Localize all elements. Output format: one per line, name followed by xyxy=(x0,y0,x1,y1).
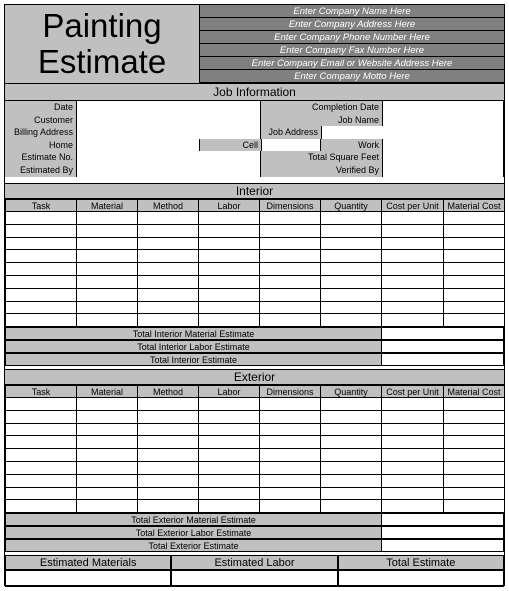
table-cell[interactable] xyxy=(260,288,321,301)
summary-header-row xyxy=(5,555,504,570)
table-cell[interactable] xyxy=(138,398,199,411)
company-motto[interactable]: Enter Company Motto Here xyxy=(200,70,504,82)
table-cell[interactable] xyxy=(444,275,505,288)
table-cell[interactable] xyxy=(199,224,260,237)
table-cell[interactable] xyxy=(444,263,505,276)
completion-date-label: Completion Date xyxy=(261,101,382,114)
table-cell[interactable] xyxy=(138,449,199,462)
exterior-table xyxy=(5,385,505,513)
table-cell[interactable] xyxy=(138,275,199,288)
table-row xyxy=(6,461,505,474)
col-method: Method xyxy=(138,200,199,212)
table-cell[interactable] xyxy=(260,436,321,449)
total-exterior-material-field[interactable] xyxy=(382,513,504,526)
summary-value-row xyxy=(5,570,504,587)
table-cell[interactable] xyxy=(444,436,505,449)
job-name-label: Job Name xyxy=(261,114,382,127)
table-cell[interactable] xyxy=(444,500,505,513)
table-cell[interactable] xyxy=(199,314,260,327)
table-cell[interactable] xyxy=(382,250,444,263)
table-row xyxy=(6,398,505,411)
customer-field[interactable] xyxy=(76,114,261,127)
table-cell[interactable] xyxy=(199,288,260,301)
home-phone-field[interactable] xyxy=(76,139,200,152)
title-line-2: Estimate xyxy=(37,43,167,80)
table-cell[interactable] xyxy=(6,224,77,237)
table-cell[interactable] xyxy=(260,275,321,288)
table-cell[interactable] xyxy=(77,301,138,314)
estimated-labor-field[interactable] xyxy=(171,570,337,587)
estimate-no-label: Estimate No. xyxy=(5,151,76,164)
total-exterior-labor-field[interactable] xyxy=(382,526,504,539)
table-row xyxy=(6,263,505,276)
table-cell[interactable] xyxy=(138,301,199,314)
table-cell[interactable] xyxy=(382,224,444,237)
table-cell[interactable] xyxy=(199,436,260,449)
table-cell[interactable] xyxy=(382,263,444,276)
table-cell[interactable] xyxy=(444,237,505,250)
header xyxy=(5,5,504,83)
work-phone-field[interactable] xyxy=(382,139,504,152)
table-cell[interactable] xyxy=(382,487,444,500)
table-cell[interactable] xyxy=(321,398,382,411)
table-cell[interactable] xyxy=(138,250,199,263)
table-cell[interactable] xyxy=(260,224,321,237)
interior-table xyxy=(5,199,505,327)
table-cell[interactable] xyxy=(444,224,505,237)
interior-title: Interior xyxy=(5,183,504,199)
table-cell[interactable] xyxy=(444,212,505,225)
company-name[interactable]: Enter Company Name Here xyxy=(200,5,504,18)
table-cell[interactable] xyxy=(77,398,138,411)
interior-total-row xyxy=(5,327,504,340)
table-cell[interactable] xyxy=(260,461,321,474)
table-cell[interactable] xyxy=(321,436,382,449)
table-cell[interactable] xyxy=(77,288,138,301)
table-cell[interactable] xyxy=(138,288,199,301)
table-cell[interactable] xyxy=(260,212,321,225)
cell-phone-field[interactable] xyxy=(261,139,321,152)
table-cell[interactable] xyxy=(382,474,444,487)
table-cell[interactable] xyxy=(444,301,505,314)
table-cell[interactable] xyxy=(6,500,77,513)
table-cell[interactable] xyxy=(199,398,260,411)
estimated-by-label: Estimated By xyxy=(5,164,76,177)
col-material: Material xyxy=(77,386,138,398)
total-exterior-material-label: Total Exterior Material Estimate xyxy=(5,513,382,526)
completion-date-field[interactable] xyxy=(382,101,504,114)
col-material: Material xyxy=(77,200,138,212)
table-cell[interactable] xyxy=(77,224,138,237)
document-title xyxy=(5,5,200,83)
table-cell[interactable] xyxy=(444,487,505,500)
estimated-materials-field[interactable] xyxy=(5,570,171,587)
estimated-by-field[interactable] xyxy=(76,164,261,177)
table-cell[interactable] xyxy=(6,487,77,500)
table-cell[interactable] xyxy=(382,237,444,250)
table-cell[interactable] xyxy=(382,410,444,423)
table-cell[interactable] xyxy=(382,500,444,513)
table-cell[interactable] xyxy=(321,449,382,462)
table-cell[interactable] xyxy=(6,263,77,276)
table-row xyxy=(6,212,505,225)
table-row xyxy=(6,250,505,263)
table-cell[interactable] xyxy=(138,423,199,436)
table-cell[interactable] xyxy=(6,301,77,314)
company-phone[interactable]: Enter Company Phone Number Here xyxy=(200,31,504,44)
table-cell[interactable] xyxy=(321,301,382,314)
table-cell[interactable] xyxy=(444,250,505,263)
col-dimensions: Dimensions xyxy=(260,200,321,212)
table-row xyxy=(6,449,505,462)
table-cell[interactable] xyxy=(444,423,505,436)
table-cell[interactable] xyxy=(138,224,199,237)
job-row xyxy=(5,126,504,139)
table-cell[interactable] xyxy=(6,461,77,474)
table-cell[interactable] xyxy=(444,288,505,301)
table-cell[interactable] xyxy=(382,288,444,301)
cell-label: Cell xyxy=(200,139,261,152)
table-cell[interactable] xyxy=(6,449,77,462)
table-cell[interactable] xyxy=(6,398,77,411)
table-row xyxy=(6,423,505,436)
table-cell[interactable] xyxy=(77,250,138,263)
total-estimate-label: Total Estimate xyxy=(338,555,504,570)
table-row xyxy=(6,237,505,250)
table-cell[interactable] xyxy=(6,410,77,423)
company-address[interactable]: Enter Company Address Here xyxy=(200,18,504,31)
col-cost-per-unit: Cost per Unit xyxy=(382,200,444,212)
col-material-cost: Material Cost xyxy=(444,386,505,398)
table-cell[interactable] xyxy=(77,263,138,276)
job-row xyxy=(5,114,504,127)
customer-label: Customer xyxy=(5,114,76,127)
exterior-title: Exterior xyxy=(5,369,504,385)
home-label: Home xyxy=(5,139,76,152)
table-cell[interactable] xyxy=(260,250,321,263)
exterior-header-row xyxy=(6,386,505,398)
total-exterior-estimate-field[interactable] xyxy=(382,539,504,552)
job-row xyxy=(5,101,504,114)
table-cell[interactable] xyxy=(382,212,444,225)
company-email[interactable]: Enter Company Email or Website Address Here xyxy=(200,57,504,70)
job-address-field[interactable] xyxy=(321,126,504,139)
table-row xyxy=(6,410,505,423)
table-cell[interactable] xyxy=(6,474,77,487)
table-row xyxy=(6,288,505,301)
table-cell[interactable] xyxy=(199,237,260,250)
col-cost-per-unit: Cost per Unit xyxy=(382,386,444,398)
table-cell[interactable] xyxy=(199,212,260,225)
table-row xyxy=(6,314,505,327)
col-labor: Labor xyxy=(199,200,260,212)
col-material-cost: Material Cost xyxy=(444,200,505,212)
table-cell[interactable] xyxy=(260,449,321,462)
table-row xyxy=(6,275,505,288)
table-cell[interactable] xyxy=(77,461,138,474)
table-cell[interactable] xyxy=(321,224,382,237)
table-cell[interactable] xyxy=(199,500,260,513)
table-cell[interactable] xyxy=(77,487,138,500)
date-field[interactable] xyxy=(76,101,261,114)
table-cell[interactable] xyxy=(199,423,260,436)
work-label: Work xyxy=(321,139,382,152)
company-info xyxy=(200,5,504,82)
table-cell[interactable] xyxy=(199,263,260,276)
estimated-materials-label: Estimated Materials xyxy=(5,555,171,570)
table-cell[interactable] xyxy=(321,288,382,301)
table-cell[interactable] xyxy=(382,301,444,314)
total-interior-labor-field[interactable] xyxy=(382,340,504,353)
interior-header-row xyxy=(6,200,505,212)
table-cell[interactable] xyxy=(6,314,77,327)
table-cell[interactable] xyxy=(321,250,382,263)
total-interior-labor-label: Total Interior Labor Estimate xyxy=(5,340,382,353)
table-cell[interactable] xyxy=(321,237,382,250)
table-row xyxy=(6,224,505,237)
table-cell[interactable] xyxy=(77,212,138,225)
estimate-sheet xyxy=(4,4,505,586)
col-task: Task xyxy=(6,386,77,398)
col-labor: Labor xyxy=(199,386,260,398)
table-cell[interactable] xyxy=(444,474,505,487)
table-cell[interactable] xyxy=(77,449,138,462)
total-interior-estimate-field[interactable] xyxy=(382,353,504,366)
table-cell[interactable] xyxy=(260,263,321,276)
table-cell[interactable] xyxy=(444,314,505,327)
table-cell[interactable] xyxy=(321,212,382,225)
table-cell[interactable] xyxy=(260,301,321,314)
table-cell[interactable] xyxy=(260,398,321,411)
table-cell[interactable] xyxy=(382,423,444,436)
table-row xyxy=(6,436,505,449)
table-cell[interactable] xyxy=(321,500,382,513)
table-cell[interactable] xyxy=(77,314,138,327)
exterior-total-row xyxy=(5,539,504,552)
table-cell[interactable] xyxy=(138,314,199,327)
total-interior-material-label: Total Interior Material Estimate xyxy=(5,327,382,340)
billing-address-field[interactable] xyxy=(76,126,261,139)
col-method: Method xyxy=(138,386,199,398)
verified-by-field[interactable] xyxy=(382,164,504,177)
table-cell[interactable] xyxy=(382,461,444,474)
table-cell[interactable] xyxy=(199,301,260,314)
company-fax[interactable]: Enter Company Fax Number Here xyxy=(200,44,504,57)
exterior-total-row xyxy=(5,513,504,526)
table-cell[interactable] xyxy=(6,275,77,288)
table-cell[interactable] xyxy=(321,487,382,500)
table-cell[interactable] xyxy=(444,410,505,423)
table-cell[interactable] xyxy=(6,250,77,263)
total-interior-material-field[interactable] xyxy=(382,327,504,340)
job-row xyxy=(5,139,504,152)
table-cell[interactable] xyxy=(138,500,199,513)
table-cell[interactable] xyxy=(199,410,260,423)
table-cell[interactable] xyxy=(321,410,382,423)
job-row xyxy=(5,151,504,164)
table-cell[interactable] xyxy=(321,275,382,288)
interior-total-row xyxy=(5,340,504,353)
table-cell[interactable] xyxy=(260,487,321,500)
table-cell[interactable] xyxy=(321,314,382,327)
table-cell[interactable] xyxy=(199,487,260,500)
table-cell[interactable] xyxy=(382,398,444,411)
table-cell[interactable] xyxy=(77,275,138,288)
total-square-feet-label: Total Square Feet xyxy=(261,151,382,164)
table-cell[interactable] xyxy=(138,487,199,500)
total-square-feet-field[interactable] xyxy=(382,151,504,164)
job-name-field[interactable] xyxy=(382,114,504,127)
table-cell[interactable] xyxy=(77,410,138,423)
table-cell[interactable] xyxy=(260,423,321,436)
table-cell[interactable] xyxy=(6,423,77,436)
job-info-grid xyxy=(5,101,504,177)
table-cell[interactable] xyxy=(199,449,260,462)
table-cell[interactable] xyxy=(382,449,444,462)
table-cell[interactable] xyxy=(260,500,321,513)
job-info-title: Job Information xyxy=(5,83,504,101)
table-cell[interactable] xyxy=(260,314,321,327)
table-cell[interactable] xyxy=(138,410,199,423)
table-cell[interactable] xyxy=(77,500,138,513)
total-interior-estimate-label: Total Interior Estimate xyxy=(5,353,382,366)
table-cell[interactable] xyxy=(6,436,77,449)
verified-by-label: Verified By xyxy=(261,164,382,177)
job-address-label: Job Address xyxy=(261,126,321,139)
table-row xyxy=(6,500,505,513)
exterior-total-row xyxy=(5,526,504,539)
col-dimensions: Dimensions xyxy=(260,386,321,398)
table-cell[interactable] xyxy=(199,474,260,487)
table-cell[interactable] xyxy=(321,461,382,474)
table-cell[interactable] xyxy=(77,237,138,250)
table-cell[interactable] xyxy=(382,314,444,327)
table-cell[interactable] xyxy=(321,263,382,276)
table-cell[interactable] xyxy=(321,423,382,436)
table-cell[interactable] xyxy=(382,275,444,288)
table-cell[interactable] xyxy=(444,461,505,474)
table-cell[interactable] xyxy=(199,250,260,263)
col-quantity: Quantity xyxy=(321,386,382,398)
billing-address-label: Billing Address xyxy=(5,126,76,139)
table-cell[interactable] xyxy=(77,436,138,449)
table-cell[interactable] xyxy=(138,237,199,250)
table-cell[interactable] xyxy=(444,398,505,411)
table-cell[interactable] xyxy=(6,288,77,301)
estimate-no-field[interactable] xyxy=(76,151,261,164)
table-cell[interactable] xyxy=(77,474,138,487)
col-task: Task xyxy=(6,200,77,212)
interior-total-row xyxy=(5,353,504,366)
date-label: Date xyxy=(5,101,76,114)
table-row xyxy=(6,301,505,314)
table-cell[interactable] xyxy=(321,474,382,487)
title-line-1: Painting xyxy=(42,7,162,44)
estimated-labor-label: Estimated Labor xyxy=(171,555,337,570)
summary xyxy=(5,555,504,587)
total-exterior-labor-label: Total Exterior Labor Estimate xyxy=(5,526,382,539)
table-row xyxy=(6,487,505,500)
total-estimate-field[interactable] xyxy=(338,570,504,587)
table-cell[interactable] xyxy=(260,474,321,487)
total-exterior-estimate-label: Total Exterior Estimate xyxy=(5,539,382,552)
table-cell[interactable] xyxy=(260,237,321,250)
table-cell[interactable] xyxy=(6,212,77,225)
table-cell[interactable] xyxy=(199,275,260,288)
table-row xyxy=(6,474,505,487)
table-cell[interactable] xyxy=(138,263,199,276)
table-cell[interactable] xyxy=(138,474,199,487)
table-cell[interactable] xyxy=(444,449,505,462)
table-cell[interactable] xyxy=(382,436,444,449)
job-row xyxy=(5,164,504,177)
table-cell[interactable] xyxy=(260,410,321,423)
table-cell[interactable] xyxy=(199,461,260,474)
table-cell[interactable] xyxy=(138,212,199,225)
table-cell[interactable] xyxy=(138,461,199,474)
table-cell[interactable] xyxy=(77,423,138,436)
table-cell[interactable] xyxy=(6,237,77,250)
col-quantity: Quantity xyxy=(321,200,382,212)
table-cell[interactable] xyxy=(138,436,199,449)
